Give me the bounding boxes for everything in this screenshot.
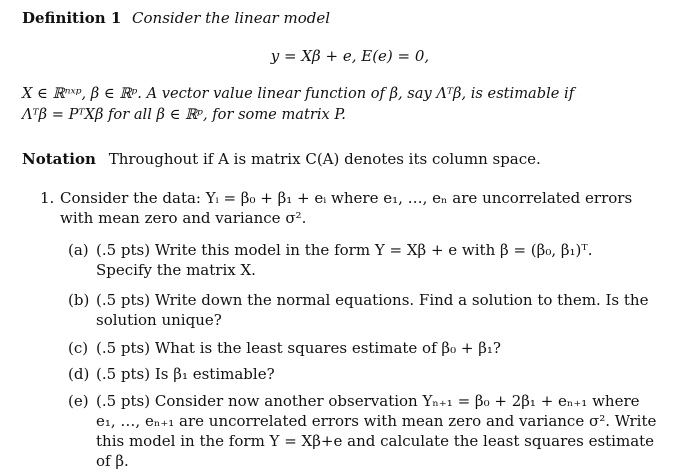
definition-intro: Consider the linear model (132, 9, 331, 27)
notation-text: Throughout if A is matrix C(A) denotes its column space. (108, 150, 541, 168)
part-a-line-1: (.5 pts) Write this model in the form Y = Xβ + e with β = (β₀, β₁)ᵀ. (96, 241, 593, 259)
part-e-line-3: this model in the form Y = Xβ+e and calculate the least squares estimate (96, 432, 655, 450)
problem-number: 1. (40, 189, 55, 207)
part-e-line-4: of β. (96, 452, 129, 470)
part-c-line-1: (.5 pts) What is the least squares estimate of β₀ + β₁? (96, 339, 501, 357)
part-a-line-2: Specify the matrix X. (96, 261, 256, 279)
part-e-label: (e) (68, 392, 89, 410)
part-b-label: (b) (68, 291, 90, 309)
part-a-label: (a) (68, 241, 89, 259)
notation-label: Notation (22, 150, 96, 168)
part-b-line-1: (.5 pts) Write down the normal equations. Find a solution to them. Is the (96, 291, 649, 309)
part-e-line-1: (.5 pts) Consider now another observation Yₙ₊₁ = β₀ + 2β₁ + eₙ₊₁ where (96, 392, 640, 410)
part-d-label: (d) (68, 365, 90, 383)
definition-line-1: X ∈ ℝⁿˣᵖ, β ∈ ℝᵖ. A vector value linear function of β, say Λᵀβ, is estimable if (22, 85, 575, 102)
problem-line-1: Consider the data: Yᵢ = β₀ + β₁ + eᵢ where e₁, …, eₙ are uncorrelated errors (60, 189, 633, 207)
part-b-line-2: solution unique? (96, 311, 222, 329)
definition-line-2: Λᵀβ = PᵀXβ for all β ∈ ℝᵖ, for some matrix P. (22, 106, 346, 123)
part-d-line-1: (.5 pts) Is β₁ estimable? (96, 365, 275, 383)
part-e-line-2: e₁, …, eₙ₊₁ are uncorrelated errors with mean zero and variance σ². Write (96, 412, 657, 430)
model-equation: y = Xβ + e, E(e) = 0, (270, 47, 430, 65)
part-c-label: (c) (68, 339, 89, 357)
definition-heading (22, 8, 330, 28)
problem-line-2: with mean zero and variance σ². (60, 209, 307, 227)
definition-label: Definition 1 (22, 9, 122, 27)
notation-paragraph (22, 149, 541, 169)
